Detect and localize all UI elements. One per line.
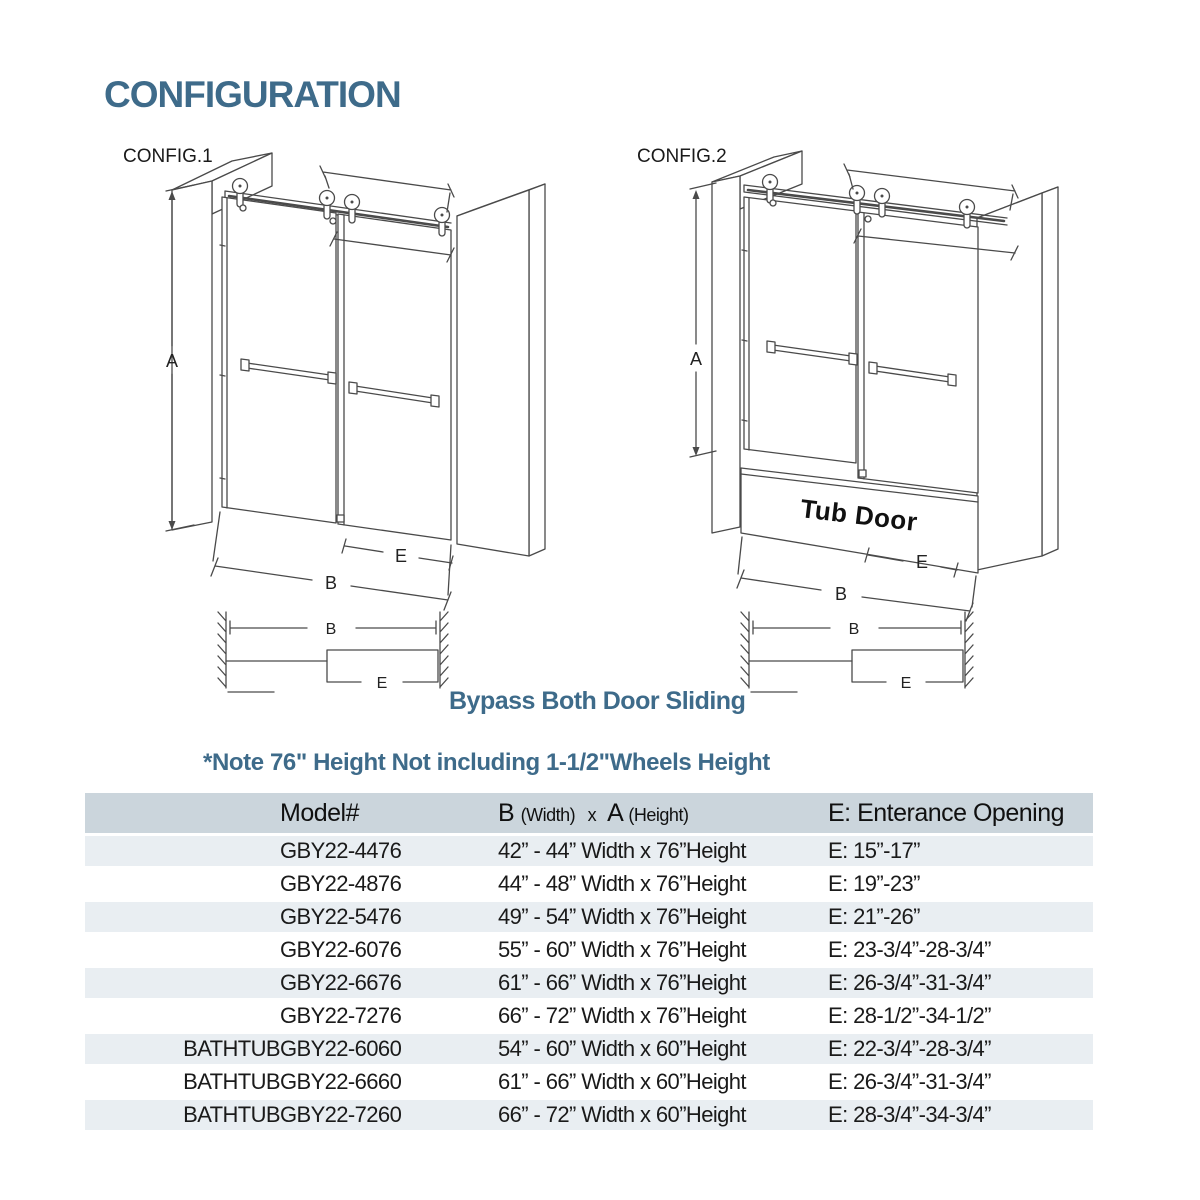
row-entrance: E: 28-3/4”-34-3/4”: [828, 1102, 991, 1127]
config1-right-wall: [457, 184, 545, 556]
table-row: [85, 836, 1093, 866]
header-size-b: B: [498, 798, 515, 827]
config2-plan-view: [741, 612, 973, 692]
header-size-x: x: [587, 804, 597, 825]
config2-dim-e-label: E: [915, 552, 929, 572]
row-model: GBY22-7276: [280, 1003, 402, 1028]
table-row: [85, 869, 1093, 899]
config1-dimension-e: [342, 539, 453, 570]
row-prefix: BATHTUB: [183, 1036, 280, 1061]
config2-label: CONFIG.2: [637, 146, 727, 167]
row-size: 54” - 60” Width x 60”Height: [498, 1036, 746, 1061]
page-title: CONFIGURATION: [104, 74, 401, 115]
model-spec-table: [85, 790, 1093, 1133]
config2-right-wall: [977, 187, 1058, 570]
config1-plan-view: [218, 612, 448, 692]
row-entrance: E: 22-3/4”-28-3/4”: [828, 1036, 991, 1061]
row-size: 61” - 66” Width x 60”Height: [498, 1069, 746, 1094]
row-entrance: E: 19”-23”: [828, 871, 920, 896]
row-entrance: E: 21”-26”: [828, 904, 920, 929]
config1-dim-a-label: A: [165, 351, 179, 371]
header-size: [498, 793, 828, 833]
config2-plan-e-label: E: [900, 675, 912, 692]
row-prefix: BATHTUB: [183, 1102, 280, 1127]
row-model: GBY22-7260: [280, 1102, 402, 1127]
row-prefix: [85, 902, 280, 932]
row-entrance: E: 26-3/4”-31-3/4”: [828, 970, 991, 995]
row-size: 66” - 72” Width x 76”Height: [498, 1003, 746, 1028]
row-prefix: BATHTUB: [183, 1069, 280, 1094]
row-entrance: E: 28-1/2”-34-1/2”: [828, 1003, 991, 1028]
row-size: 66” - 72” Width x 60”Height: [498, 1102, 746, 1127]
row-prefix: [85, 968, 280, 998]
table-row: [85, 968, 1093, 998]
tub-door-label: Tub Door: [798, 493, 920, 537]
table-row: [85, 902, 1093, 932]
config2-diagram: [690, 151, 1058, 692]
config1-dim-e-label: E: [394, 546, 408, 566]
config1-diagram: [166, 153, 545, 692]
row-prefix: [85, 869, 280, 899]
config1-label: CONFIG.1: [123, 146, 213, 167]
row-size: 44” - 48” Width x 76”Height: [498, 871, 746, 896]
row-prefix: [85, 836, 280, 866]
config2-plan-b-label: B: [848, 621, 860, 638]
header-prefix: [85, 793, 280, 833]
config2-dim-a-label: A: [689, 349, 703, 369]
header-size-a: A: [607, 798, 622, 827]
row-size: 49” - 54” Width x 76”Height: [498, 904, 746, 929]
table-row: [85, 1067, 1093, 1097]
height-note: *Note 76" Height Not including 1-1/2"Wheels Height: [203, 749, 770, 776]
row-size: 42” - 44” Width x 76”Height: [498, 838, 746, 863]
row-model: GBY22-6660: [280, 1069, 402, 1094]
row-size: 61” - 66” Width x 76”Height: [498, 970, 746, 995]
header-entrance: E: Enterance Opening: [828, 798, 1064, 827]
row-entrance: E: 23-3/4”-28-3/4”: [828, 937, 991, 962]
row-prefix: [85, 1001, 280, 1031]
row-entrance: E: 26-3/4”-31-3/4”: [828, 1069, 991, 1094]
row-model: GBY22-4476: [280, 838, 402, 863]
table-row: [85, 935, 1093, 965]
row-model: GBY22-5476: [280, 904, 402, 929]
header-size-height: (Height): [628, 804, 689, 825]
row-model: GBY22-6076: [280, 937, 402, 962]
row-model: GBY22-6060: [280, 1036, 402, 1061]
row-entrance: E: 15”-17”: [828, 838, 920, 863]
table-row: [85, 1001, 1093, 1031]
row-prefix: [85, 935, 280, 965]
config1-dim-b-label: B: [324, 573, 338, 593]
config2-dim-b-label: B: [834, 584, 848, 604]
table-header-row: [85, 793, 1093, 833]
row-model: GBY22-4876: [280, 871, 402, 896]
table-row: [85, 1100, 1093, 1130]
header-size-width: (Width): [520, 804, 576, 825]
config1-plan-e-label: E: [376, 675, 388, 692]
header-model: Model#: [280, 798, 359, 827]
config1-plan-b-label: B: [325, 621, 337, 638]
table-row: [85, 1034, 1093, 1064]
row-model: GBY22-6676: [280, 970, 402, 995]
bypass-caption: Bypass Both Door Sliding: [449, 687, 746, 715]
row-size: 55” - 60” Width x 76”Height: [498, 937, 746, 962]
